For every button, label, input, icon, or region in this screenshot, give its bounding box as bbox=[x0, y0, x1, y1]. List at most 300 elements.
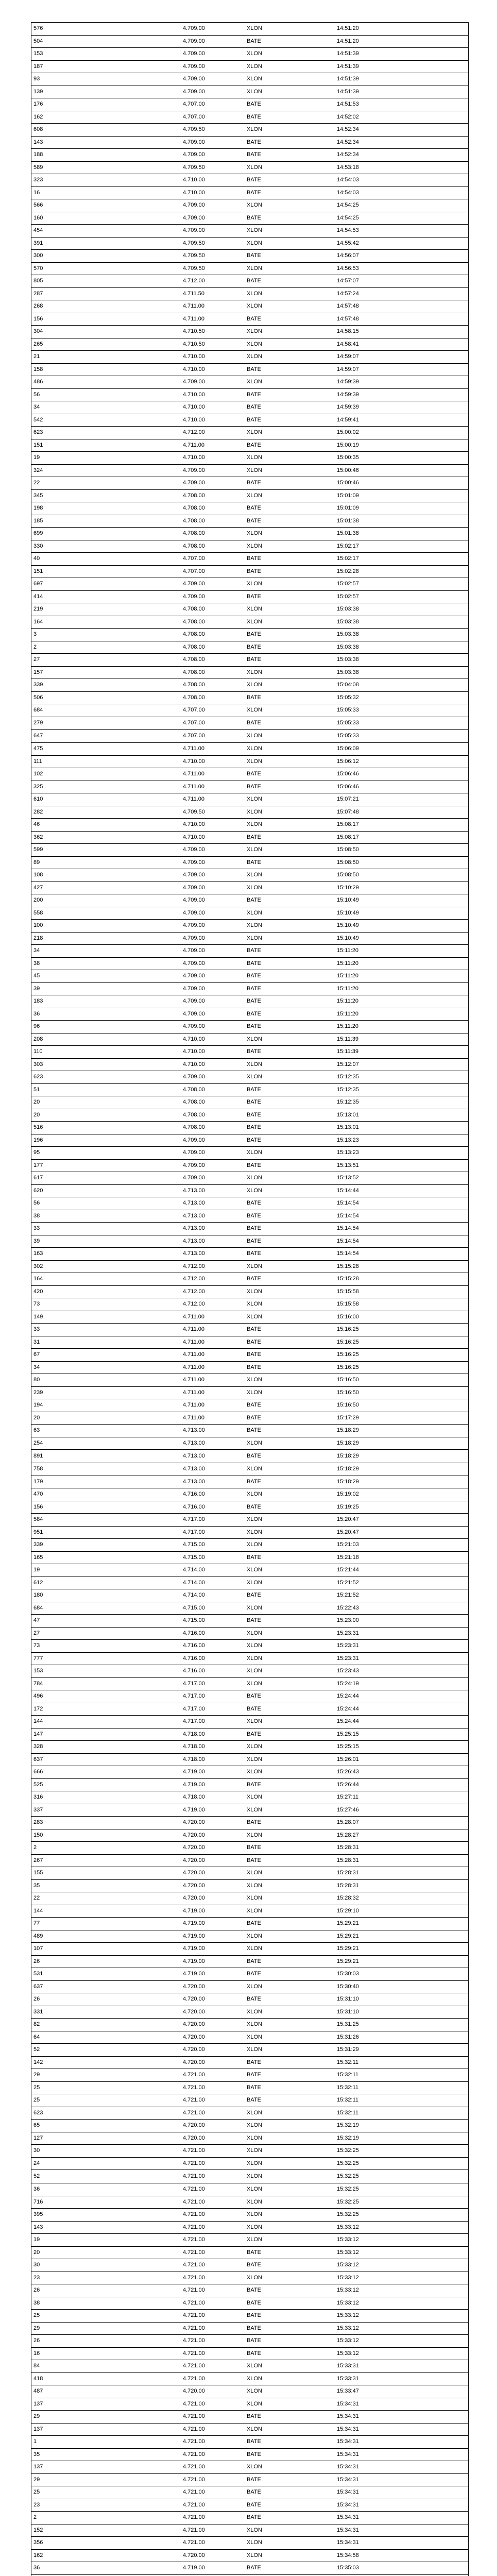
trade-price-cell: 4.720.00 bbox=[183, 1857, 205, 1863]
table-row bbox=[31, 1412, 468, 1425]
trade-volume-cell: 19 bbox=[33, 1567, 40, 1573]
trade-time-cell: 15:03:38 bbox=[337, 669, 359, 675]
table-row bbox=[31, 2562, 468, 2575]
trade-time-cell: 14:58:41 bbox=[337, 341, 359, 347]
trade-venue-cell: BATE bbox=[247, 1213, 261, 1219]
trade-venue-cell: BATE bbox=[247, 190, 261, 196]
trade-time-cell: 15:31:10 bbox=[337, 2009, 359, 2015]
trade-price-cell: 4.713.00 bbox=[183, 1213, 205, 1219]
trade-volume-cell: 156 bbox=[33, 1504, 43, 1510]
trade-venue-cell: XLON bbox=[247, 1301, 262, 1308]
trade-price-cell: 4.710.50 bbox=[183, 341, 205, 347]
trade-volume-cell: 339 bbox=[33, 1542, 43, 1548]
table-row bbox=[31, 2550, 468, 2563]
trade-time-cell: 15:13:01 bbox=[337, 1112, 359, 1118]
trade-price-cell: 4.717.00 bbox=[183, 1693, 205, 1700]
trade-time-cell: 15:02:17 bbox=[337, 543, 359, 549]
table-row bbox=[31, 61, 468, 74]
trade-volume-cell: 418 bbox=[33, 2376, 43, 2382]
trade-time-cell: 15:02:57 bbox=[337, 581, 359, 587]
trade-price-cell: 4.709.00 bbox=[183, 38, 205, 44]
trade-venue-cell: XLON bbox=[247, 1466, 262, 1472]
trade-price-cell: 4.719.00 bbox=[183, 1807, 205, 1813]
trade-price-cell: 4.719.00 bbox=[183, 1921, 205, 1927]
trade-price-cell: 4.720.00 bbox=[183, 2135, 205, 2141]
trade-price-cell: 4.709.00 bbox=[183, 202, 205, 209]
table-row bbox=[31, 540, 468, 553]
trade-venue-cell: XLON bbox=[247, 2363, 262, 2369]
trade-price-cell: 4.721.00 bbox=[183, 2237, 205, 2243]
trade-volume-cell: 176 bbox=[33, 101, 43, 108]
trade-time-cell: 15:32:25 bbox=[337, 2160, 359, 2166]
trade-venue-cell: XLON bbox=[247, 2275, 262, 2281]
trade-price-cell: 4.713.00 bbox=[183, 1466, 205, 1472]
trade-volume-cell: 420 bbox=[33, 1289, 43, 1295]
table-row bbox=[31, 401, 468, 414]
trade-price-cell: 4.721.00 bbox=[183, 2084, 205, 2091]
trade-price-cell: 4.721.00 bbox=[183, 2148, 205, 2154]
table-row bbox=[31, 2411, 468, 2424]
trade-time-cell: 15:01:38 bbox=[337, 518, 359, 524]
trade-volume-cell: 254 bbox=[33, 1440, 43, 1446]
trade-volume-cell: 144 bbox=[33, 1908, 43, 1914]
table-row bbox=[31, 1981, 468, 1994]
trade-time-cell: 15:05:33 bbox=[337, 720, 359, 726]
trade-volume-cell: 475 bbox=[33, 746, 43, 752]
trade-time-cell: 15:19:02 bbox=[337, 1492, 359, 1498]
trade-venue-cell: XLON bbox=[247, 1150, 262, 1156]
trade-time-cell: 15:14:54 bbox=[337, 1238, 359, 1244]
trade-time-cell: 15:11:20 bbox=[337, 973, 359, 979]
trade-time-cell: 15:19:25 bbox=[337, 1504, 359, 1510]
table-row bbox=[31, 2310, 468, 2323]
trade-time-cell: 15:32:25 bbox=[337, 2187, 359, 2193]
trade-price-cell: 4.709.00 bbox=[183, 859, 205, 866]
trade-price-cell: 4.713.00 bbox=[183, 1440, 205, 1446]
trade-volume-cell: 183 bbox=[33, 998, 43, 1005]
table-row bbox=[31, 1399, 468, 1412]
trade-volume-cell: 180 bbox=[33, 1592, 43, 1599]
trade-volume-cell: 73 bbox=[33, 1643, 40, 1649]
trade-venue-cell: XLON bbox=[247, 1870, 262, 1876]
trade-venue-cell: BATE bbox=[247, 784, 261, 790]
table-row bbox=[31, 23, 468, 36]
trade-time-cell: 15:27:46 bbox=[337, 1807, 359, 1813]
trade-volume-cell: 267 bbox=[33, 1857, 43, 1863]
table-row bbox=[31, 1754, 468, 1767]
trade-price-cell: 4.711.00 bbox=[183, 1377, 205, 1383]
trade-price-cell: 4.720.00 bbox=[183, 2552, 205, 2558]
trade-venue-cell: XLON bbox=[247, 872, 262, 878]
trade-time-cell: 15:33:12 bbox=[337, 2237, 359, 2243]
trade-price-cell: 4.713.00 bbox=[183, 1479, 205, 1485]
trade-time-cell: 14:54:25 bbox=[337, 202, 359, 209]
trade-price-cell: 4.709.00 bbox=[183, 948, 205, 954]
trade-price-cell: 4.712.00 bbox=[183, 430, 205, 436]
trade-time-cell: 15:07:21 bbox=[337, 796, 359, 803]
trade-time-cell: 15:33:12 bbox=[337, 2262, 359, 2268]
trade-venue-cell: XLON bbox=[247, 127, 262, 133]
trade-price-cell: 4.709.00 bbox=[183, 986, 205, 992]
trade-volume-cell: 300 bbox=[33, 253, 43, 259]
table-row bbox=[31, 1615, 468, 1628]
table-row bbox=[31, 654, 468, 667]
trade-time-cell: 15:08:50 bbox=[337, 847, 359, 853]
trade-price-cell: 4.707.00 bbox=[183, 733, 205, 739]
trade-price-cell: 4.708.00 bbox=[183, 644, 205, 650]
table-row bbox=[31, 1160, 468, 1173]
trade-venue-cell: XLON bbox=[247, 2110, 262, 2116]
trade-volume-cell: 152 bbox=[33, 2527, 43, 2533]
trade-price-cell: 4.709.00 bbox=[183, 1162, 205, 1168]
trade-time-cell: 14:57:07 bbox=[337, 278, 359, 284]
trade-time-cell: 15:12:35 bbox=[337, 1087, 359, 1093]
trade-venue-cell: XLON bbox=[247, 1314, 262, 1320]
table-row bbox=[31, 174, 468, 187]
trade-venue-cell: BATE bbox=[247, 594, 261, 600]
trade-price-cell: 4.710.00 bbox=[183, 455, 205, 461]
trade-volume-cell: 525 bbox=[33, 1782, 43, 1788]
table-row bbox=[31, 1286, 468, 1299]
trade-price-cell: 4.709.00 bbox=[183, 1137, 205, 1143]
trade-volume-cell: 137 bbox=[33, 2426, 43, 2432]
trade-volume-cell: 143 bbox=[33, 139, 43, 145]
trade-venue-cell: XLON bbox=[247, 1377, 262, 1383]
trade-time-cell: 15:13:23 bbox=[337, 1137, 359, 1143]
trade-venue-cell: XLON bbox=[247, 1630, 262, 1636]
trade-volume-cell: 38 bbox=[33, 1213, 40, 1219]
trade-time-cell: 15:23:31 bbox=[337, 1655, 359, 1662]
trade-time-cell: 15:28:31 bbox=[337, 1845, 359, 1851]
trade-time-cell: 15:33:12 bbox=[337, 2313, 359, 2319]
trade-price-cell: 4.712.00 bbox=[183, 1289, 205, 1295]
table-row bbox=[31, 756, 468, 769]
trade-venue-cell: BATE bbox=[247, 417, 261, 423]
table-row bbox=[31, 2512, 468, 2524]
trade-venue-cell: BATE bbox=[247, 2515, 261, 2521]
trade-volume-cell: 34 bbox=[33, 1364, 40, 1370]
trade-venue-cell: BATE bbox=[247, 366, 261, 372]
trade-venue-cell: BATE bbox=[247, 2338, 261, 2344]
table-row bbox=[31, 36, 468, 48]
trade-price-cell: 4.716.00 bbox=[183, 1668, 205, 1674]
trade-time-cell: 15:33:12 bbox=[337, 2275, 359, 2281]
table-row bbox=[31, 238, 468, 250]
trade-time-cell: 15:11:39 bbox=[337, 1049, 359, 1055]
trade-venue-cell: BATE bbox=[247, 1857, 261, 1863]
trade-time-cell: 15:06:46 bbox=[337, 784, 359, 790]
table-row bbox=[31, 1956, 468, 1969]
trade-venue-cell: BATE bbox=[247, 657, 261, 663]
trade-price-cell: 4.716.00 bbox=[183, 1630, 205, 1636]
trade-price-cell: 4.716.00 bbox=[183, 1655, 205, 1662]
trade-volume-cell: 891 bbox=[33, 1453, 43, 1459]
trade-venue-cell: BATE bbox=[247, 1618, 261, 1624]
trade-price-cell: 4.707.00 bbox=[183, 568, 205, 574]
table-row bbox=[31, 1021, 468, 1033]
table-row bbox=[31, 933, 468, 945]
trade-price-cell: 4.721.00 bbox=[183, 2187, 205, 2193]
table-row bbox=[31, 995, 468, 1008]
trade-price-cell: 4.717.00 bbox=[183, 1706, 205, 1712]
trade-time-cell: 15:16:25 bbox=[337, 1352, 359, 1358]
table-row bbox=[31, 1829, 468, 1842]
trade-venue-cell: XLON bbox=[247, 89, 262, 95]
table-row bbox=[31, 2385, 468, 2398]
trade-volume-cell: 219 bbox=[33, 606, 43, 613]
trade-volume-cell: 144 bbox=[33, 1719, 43, 1725]
trade-price-cell: 4.719.00 bbox=[183, 1782, 205, 1788]
trade-volume-cell: 23 bbox=[33, 2502, 40, 2508]
table-row bbox=[31, 1210, 468, 1223]
table-row bbox=[31, 907, 468, 920]
table-row bbox=[31, 2335, 468, 2348]
trade-time-cell: 14:52:34 bbox=[337, 139, 359, 145]
trade-price-cell: 4.721.00 bbox=[183, 2338, 205, 2344]
trade-venue-cell: XLON bbox=[247, 2047, 262, 2053]
trade-price-cell: 4.710.00 bbox=[183, 758, 205, 765]
trade-volume-cell: 151 bbox=[33, 442, 43, 448]
trade-time-cell: 14:57:24 bbox=[337, 291, 359, 297]
trade-volume-cell: 316 bbox=[33, 1794, 43, 1801]
trade-volume-cell: 777 bbox=[33, 1655, 43, 1662]
table-row bbox=[31, 111, 468, 124]
trade-time-cell: 15:24:44 bbox=[337, 1706, 359, 1712]
table-row bbox=[31, 1437, 468, 1450]
trade-volume-cell: 36 bbox=[33, 2565, 40, 2571]
table-row bbox=[31, 2196, 468, 2209]
table-row bbox=[31, 1122, 468, 1134]
trade-volume-cell: 143 bbox=[33, 2224, 43, 2230]
trade-price-cell: 4.709.00 bbox=[183, 1011, 205, 1017]
trade-price-cell: 4.710.00 bbox=[183, 1049, 205, 1055]
table-row bbox=[31, 1235, 468, 1248]
trade-price-cell: 4.721.00 bbox=[183, 2502, 205, 2508]
trade-table-2 bbox=[31, 742, 469, 1463]
trade-price-cell: 4.709.00 bbox=[183, 215, 205, 221]
trade-venue-cell: BATE bbox=[247, 2451, 261, 2458]
trade-time-cell: 14:55:42 bbox=[337, 240, 359, 246]
trade-price-cell: 4.709.00 bbox=[183, 1024, 205, 1030]
trade-venue-cell: XLON bbox=[247, 164, 262, 171]
trade-time-cell: 14:52:02 bbox=[337, 114, 359, 120]
table-row bbox=[31, 1993, 468, 2006]
trade-volume-cell: 36 bbox=[33, 1011, 40, 1017]
trade-time-cell: 15:03:38 bbox=[337, 657, 359, 663]
trade-volume-cell: 951 bbox=[33, 1529, 43, 1535]
table-row bbox=[31, 2031, 468, 2044]
trade-price-cell: 4.708.00 bbox=[183, 531, 205, 537]
trade-venue-cell: XLON bbox=[247, 354, 262, 360]
table-row bbox=[31, 1766, 468, 1779]
trade-venue-cell: XLON bbox=[247, 2426, 262, 2432]
trade-price-cell: 4.709.50 bbox=[183, 164, 205, 171]
trade-venue-cell: XLON bbox=[247, 796, 262, 803]
trade-volume-cell: 608 bbox=[33, 127, 43, 133]
trade-volume-cell: 684 bbox=[33, 1605, 43, 1611]
trade-price-cell: 4.721.00 bbox=[183, 2401, 205, 2407]
trade-venue-cell: BATE bbox=[247, 1200, 261, 1207]
trade-time-cell: 15:14:44 bbox=[337, 1188, 359, 1194]
table-row bbox=[31, 591, 468, 604]
trade-time-cell: 14:54:25 bbox=[337, 215, 359, 221]
trade-venue-cell: XLON bbox=[247, 2160, 262, 2166]
trade-volume-cell: 34 bbox=[33, 404, 40, 411]
trade-price-cell: 4.718.00 bbox=[183, 1731, 205, 1737]
trade-venue-cell: XLON bbox=[247, 606, 262, 613]
trade-volume-cell: 716 bbox=[33, 2199, 43, 2205]
trade-volume-cell: 323 bbox=[33, 177, 43, 183]
trade-price-cell: 4.710.00 bbox=[183, 822, 205, 828]
trade-time-cell: 15:05:32 bbox=[337, 694, 359, 701]
trade-venue-cell: BATE bbox=[247, 1276, 261, 1282]
trade-time-cell: 15:15:58 bbox=[337, 1301, 359, 1308]
trade-price-cell: 4.712.00 bbox=[183, 1263, 205, 1269]
trade-volume-cell: 35 bbox=[33, 2451, 40, 2458]
trade-time-cell: 15:34:31 bbox=[337, 2527, 359, 2533]
trade-price-cell: 4.721.00 bbox=[183, 2451, 205, 2458]
trade-time-cell: 15:10:49 bbox=[337, 910, 359, 916]
trade-volume-cell: 30 bbox=[33, 2148, 40, 2154]
trade-price-cell: 4.713.00 bbox=[183, 1238, 205, 1244]
trade-volume-cell: 2 bbox=[33, 2515, 37, 2521]
trade-time-cell: 15:00:35 bbox=[337, 455, 359, 461]
trade-time-cell: 15:02:57 bbox=[337, 594, 359, 600]
table-row bbox=[31, 414, 468, 427]
table-row bbox=[31, 2284, 468, 2297]
trade-price-cell: 4.707.00 bbox=[183, 101, 205, 108]
trade-time-cell: 15:23:31 bbox=[337, 1630, 359, 1636]
trade-price-cell: 4.709.00 bbox=[183, 872, 205, 878]
trade-time-cell: 15:25:15 bbox=[337, 1744, 359, 1750]
trade-time-cell: 15:03:38 bbox=[337, 606, 359, 613]
trade-volume-cell: 52 bbox=[33, 2047, 40, 2053]
trade-volume-cell: 142 bbox=[33, 2059, 43, 2065]
table-row bbox=[31, 2222, 468, 2234]
trade-time-cell: 15:16:25 bbox=[337, 1339, 359, 1345]
trade-time-cell: 15:12:35 bbox=[337, 1074, 359, 1080]
table-row bbox=[31, 781, 468, 794]
trade-venue-cell: BATE bbox=[247, 720, 261, 726]
trade-volume-cell: 51 bbox=[33, 1087, 40, 1093]
trade-volume-cell: 20 bbox=[33, 1415, 40, 1421]
table-row bbox=[31, 452, 468, 465]
table-row bbox=[31, 2209, 468, 2222]
trade-price-cell: 4.718.00 bbox=[183, 1744, 205, 1750]
trade-time-cell: 15:01:09 bbox=[337, 505, 359, 512]
trade-price-cell: 4.713.00 bbox=[183, 1200, 205, 1207]
trade-venue-cell: XLON bbox=[247, 2212, 262, 2218]
trade-volume-cell: 637 bbox=[33, 1756, 43, 1762]
trade-venue-cell: BATE bbox=[247, 960, 261, 967]
trade-time-cell: 14:59:39 bbox=[337, 392, 359, 398]
table-row bbox=[31, 1033, 468, 1046]
table-row bbox=[31, 2094, 468, 2107]
trade-venue-cell: XLON bbox=[247, 1668, 262, 1674]
trade-venue-cell: XLON bbox=[247, 619, 262, 625]
trade-time-cell: 15:31:29 bbox=[337, 2047, 359, 2053]
table-row bbox=[31, 1514, 468, 1527]
trade-venue-cell: XLON bbox=[247, 1567, 262, 1573]
trade-venue-cell: XLON bbox=[247, 2135, 262, 2141]
table-row bbox=[31, 1197, 468, 1210]
trade-price-cell: 4.707.00 bbox=[183, 707, 205, 714]
trade-time-cell: 15:00:19 bbox=[337, 442, 359, 448]
trade-venue-cell: XLON bbox=[247, 2464, 262, 2470]
trade-price-cell: 4.709.00 bbox=[183, 960, 205, 967]
trade-time-cell: 14:59:07 bbox=[337, 366, 359, 372]
table-row bbox=[31, 869, 468, 882]
trade-venue-cell: BATE bbox=[247, 215, 261, 221]
table-row bbox=[31, 1134, 468, 1147]
trade-time-cell: 15:08:50 bbox=[337, 872, 359, 878]
trade-venue-cell: XLON bbox=[247, 1440, 262, 1446]
table-row bbox=[31, 1791, 468, 1804]
trade-venue-cell: XLON bbox=[247, 2009, 262, 2015]
table-row bbox=[31, 1223, 468, 1235]
trade-venue-cell: BATE bbox=[247, 1099, 261, 1106]
trade-venue-cell: BATE bbox=[247, 2287, 261, 2294]
trade-price-cell: 4.713.00 bbox=[183, 1428, 205, 1434]
trade-venue-cell: XLON bbox=[247, 2173, 262, 2179]
trade-price-cell: 4.711.00 bbox=[183, 1364, 205, 1370]
table-row bbox=[31, 225, 468, 238]
trade-price-cell: 4.711.00 bbox=[183, 1327, 205, 1333]
table-row bbox=[31, 806, 468, 819]
trade-volume-cell: 96 bbox=[33, 1024, 40, 1030]
trade-venue-cell: XLON bbox=[247, 379, 262, 385]
table-row bbox=[31, 641, 468, 654]
trade-price-cell: 4.721.00 bbox=[183, 2325, 205, 2331]
trade-time-cell: 15:05:33 bbox=[337, 707, 359, 714]
trade-volume-cell: 64 bbox=[33, 2034, 40, 2040]
trade-volume-cell: 610 bbox=[33, 796, 43, 803]
trade-time-cell: 15:34:58 bbox=[337, 2552, 359, 2558]
trade-volume-cell: 110 bbox=[33, 1049, 43, 1055]
trade-venue-cell: XLON bbox=[247, 2148, 262, 2154]
trade-time-cell: 15:08:17 bbox=[337, 822, 359, 828]
trade-venue-cell: XLON bbox=[247, 1908, 262, 1914]
trade-time-cell: 15:06:09 bbox=[337, 746, 359, 752]
table-row bbox=[31, 1817, 468, 1829]
table-row bbox=[31, 2499, 468, 2512]
trade-price-cell: 4.721.00 bbox=[183, 2300, 205, 2306]
trade-volume-cell: 584 bbox=[33, 1517, 43, 1523]
trade-volume-cell: 179 bbox=[33, 1479, 43, 1485]
trade-price-cell: 4.721.00 bbox=[183, 2212, 205, 2218]
trade-time-cell: 15:12:07 bbox=[337, 1061, 359, 1067]
trade-time-cell: 14:57:48 bbox=[337, 303, 359, 310]
trade-time-cell: 15:21:44 bbox=[337, 1567, 359, 1573]
table-row bbox=[31, 1059, 468, 1072]
trade-price-cell: 4.721.00 bbox=[183, 2376, 205, 2382]
trade-time-cell: 15:34:31 bbox=[337, 2502, 359, 2508]
trade-volume-cell: 84 bbox=[33, 2363, 40, 2369]
trade-volume-cell: 599 bbox=[33, 847, 43, 853]
trade-price-cell: 4.710.00 bbox=[183, 177, 205, 183]
table-row bbox=[31, 1703, 468, 1716]
trade-venue-cell: BATE bbox=[247, 1352, 261, 1358]
trade-time-cell: 15:23:00 bbox=[337, 1618, 359, 1624]
trade-venue-cell: BATE bbox=[247, 1327, 261, 1333]
trade-price-cell: 4.721.00 bbox=[183, 2313, 205, 2319]
table-row bbox=[31, 882, 468, 895]
trade-volume-cell: 149 bbox=[33, 1314, 43, 1320]
trade-volume-cell: 151 bbox=[33, 568, 43, 574]
table-row bbox=[31, 1527, 468, 1539]
trade-volume-cell: 29 bbox=[33, 2072, 40, 2078]
trade-venue-cell: BATE bbox=[247, 1845, 261, 1851]
